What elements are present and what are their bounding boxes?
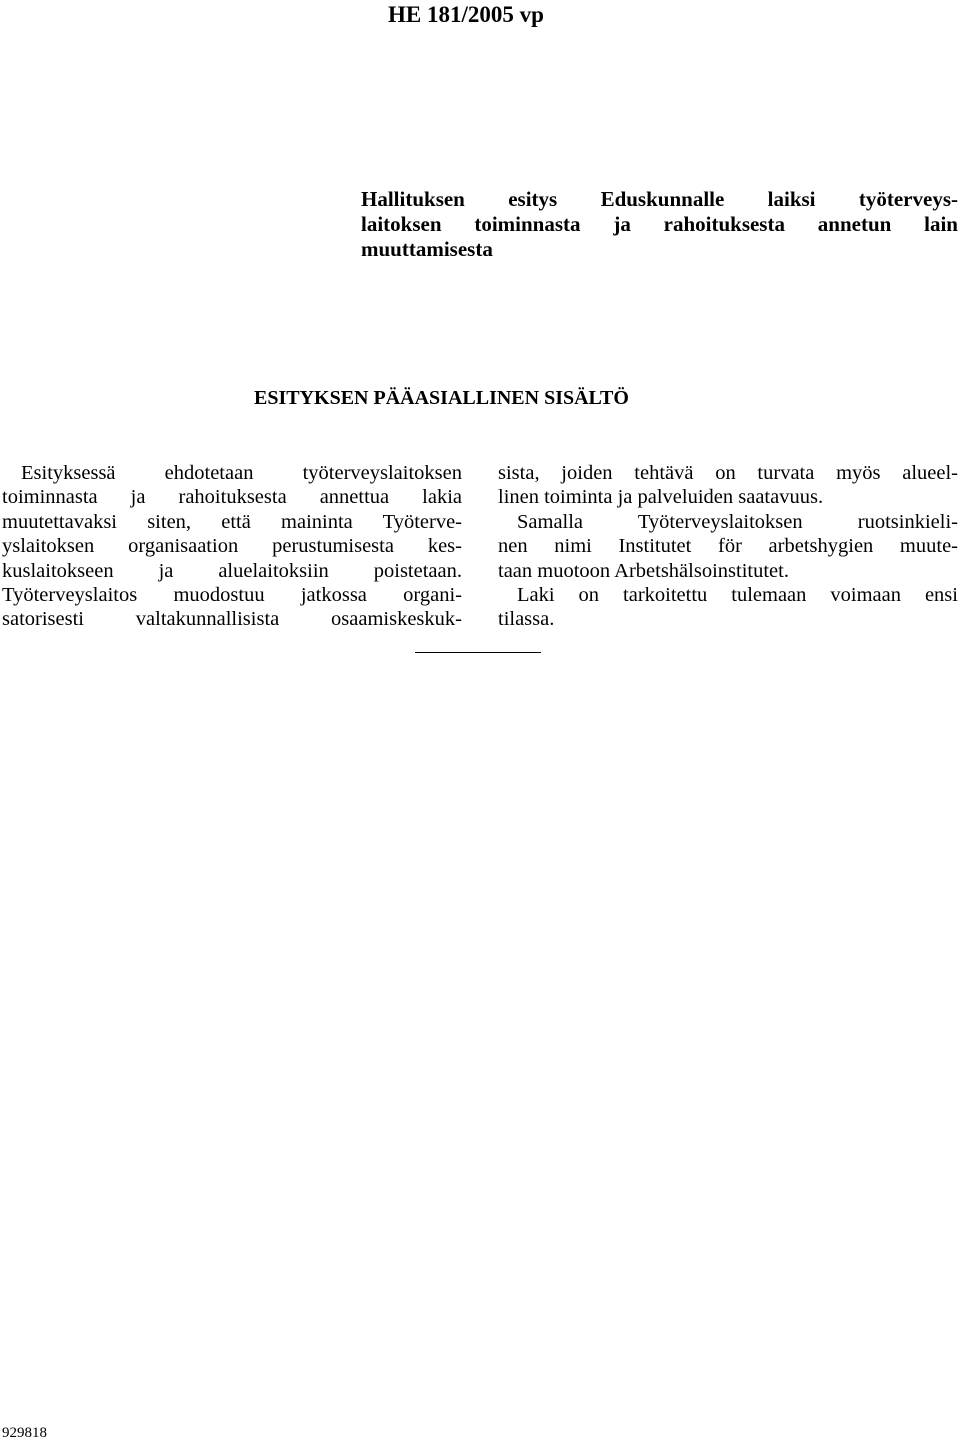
body-line: linen toiminta ja palveluiden saatavuus. [498, 486, 824, 509]
body-line: yslaitoksen organisaation perustumisesta kes- [2, 535, 462, 558]
body-line: Laki on tarkoitettu tulemaan voimaan ensi [517, 584, 958, 607]
body-line: Työterveyslaitos muodostuu jatkossa organi- [2, 584, 462, 607]
print-code: 929818 [2, 1425, 47, 1441]
body-line: kuslaitokseen ja aluelaitoksiin poistetaan. [2, 559, 462, 582]
end-divider [415, 652, 541, 653]
body-line: nen nimi Institutet för arbetshygien muute- [498, 535, 958, 558]
section-heading: ESITYKSEN PÄÄASIALLINEN SISÄLTÖ [254, 387, 629, 409]
document-id: HE 181/2005 vp [388, 2, 544, 27]
body-line: Esityksessä ehdotetaan työterveyslaitoksen [21, 462, 462, 484]
body-line: taan muotoon Arbetshälsoinstitutet. [498, 559, 789, 582]
body-line: tilassa. [498, 608, 555, 631]
body-line: Samalla Työterveyslaitoksen ruotsinkieli- [517, 510, 958, 533]
body-left-column [2, 461, 462, 632]
title-line: muuttamisesta [361, 237, 493, 261]
title-line: laitoksen toiminnasta ja rahoituksesta annetun lain [361, 212, 958, 236]
document-title [361, 187, 958, 262]
body-line: satorisesti valtakunnallisista osaamiskeskuk- [2, 608, 462, 631]
body-line: muutettavaksi siten, että maininta Työterve- [2, 510, 462, 533]
body-line: sista, joiden tehtävä on turvata myös alueel- [498, 462, 958, 484]
body-line: toiminnasta ja rahoituksesta annettua lakia [2, 486, 462, 509]
body-right-column [498, 461, 958, 632]
title-line: Hallituksen esitys Eduskunnalle laiksi työterveys- [361, 187, 958, 211]
